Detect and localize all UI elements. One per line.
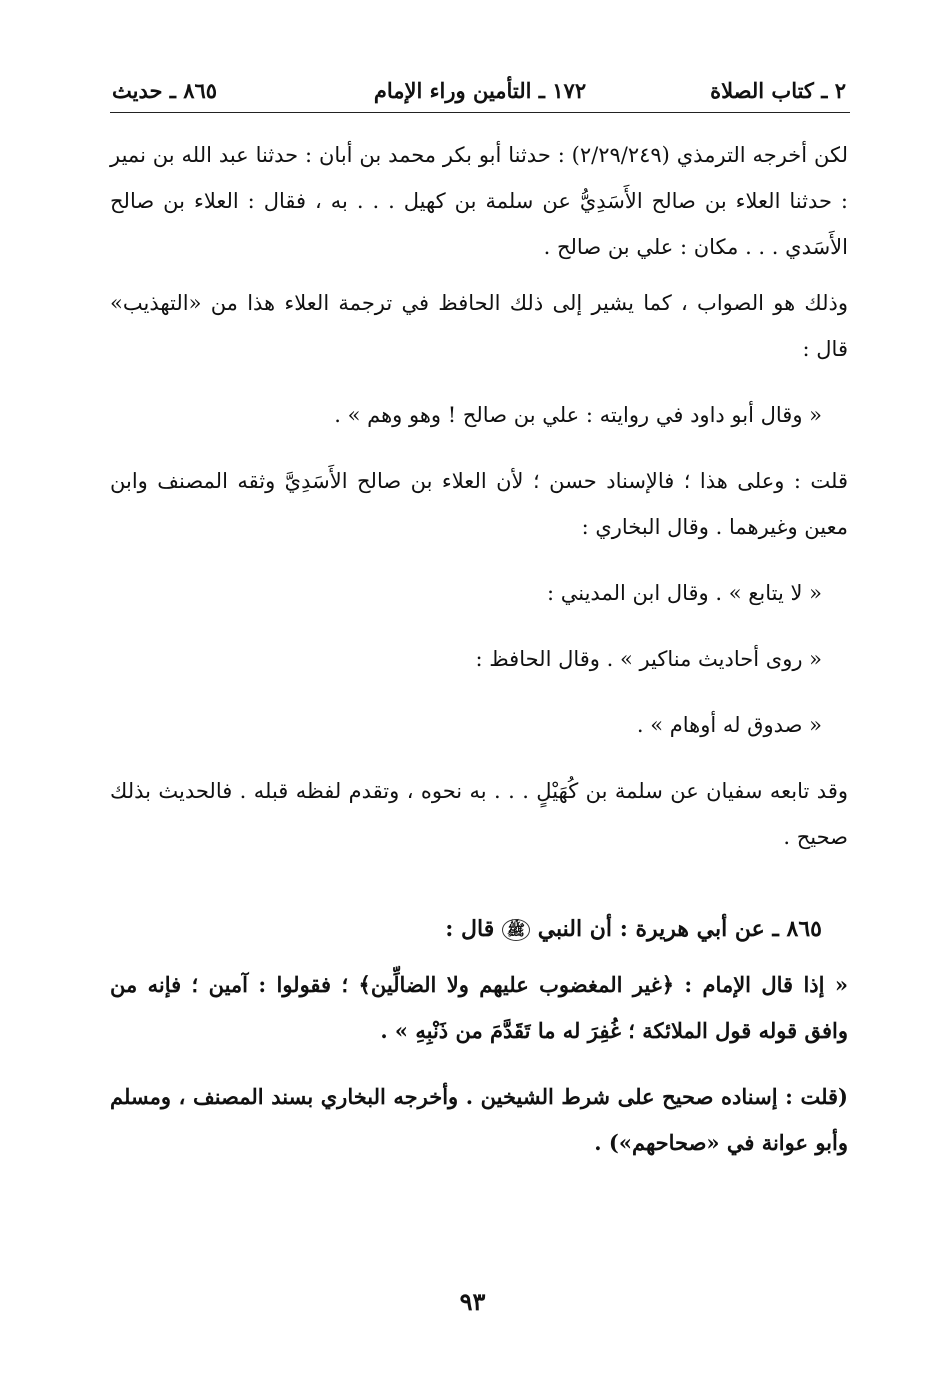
hadith-heading <box>110 906 848 952</box>
header-hadith-ref: ٨٦٥ ـ حديث <box>112 78 218 103</box>
salla-icon: ﷺ <box>502 919 530 941</box>
paragraph-sufyan-follow: وقد تابعه سفيان عن سلمة بن كُهَيْلٍ . . . به نحوه ، وتقدم لفظه قبله . فالحديث بذلك صحيح . <box>110 779 848 849</box>
hadith-intro: ٨٦٥ ـ عن أبي هريرة : أن النبي <box>537 916 822 942</box>
hadith-intro-end: قال : <box>445 916 495 942</box>
hadith-text: « إذا قال الإمام : ﴿غير المغضوب عليهم ولا الضالِّين﴾ ؛ فقولوا : آمين ؛ فإنه من وافق قوله قول الملائكة ؛ غُفِرَ له ما تَقَدَّمَ من ذَنْبِهِ » . <box>110 972 848 1043</box>
quote-abu-dawud: « وقال أبو داود في روايته : علي بن صالح ! وهو وهم » . <box>334 403 822 427</box>
paragraph-tirmidhi-source: لكن أخرجه الترمذي (٢/٢٩/٢٤٩) : حدثنا أبو بكر محمد بن أبان : حدثنا عبد الله بن نمير : حدثنا العلاء بن صالح الأَسَدِيُّ عن سلمة بن كهيل . . . به ، فقال : العلاء بن صالح الأَسَدي . . . مكان : علي بن صالح . <box>110 143 848 259</box>
hadith-verdict: (قلت : إسناده صحيح على شرط الشيخين . وأخرجه البخاري بسند المصنف ، ومسلم وأبو عوانة في «صحاحهم») . <box>110 1084 848 1155</box>
body-text <box>110 132 848 1166</box>
running-header <box>110 72 850 113</box>
page-number: ٩٣ <box>459 1287 486 1316</box>
quote-hafiz: « صدوق له أوهام » . <box>636 713 822 737</box>
header-book-title: ٢ ـ كتاب الصلاة <box>710 78 846 103</box>
header-chapter-title: ١٧٢ ـ التأمين وراء الإمام <box>373 78 587 103</box>
quote-bukhari: « لا يتابع » . وقال ابن المديني : <box>546 581 822 605</box>
paragraph-hafiz-tahdhib: وذلك هو الصواب ، كما يشير إلى ذلك الحافظ في ترجمة العلاء هذا من «التهذيب» قال : <box>110 291 848 361</box>
quote-ibn-madini: « روى أحاديث مناكير » . وقال الحافظ : <box>475 647 822 671</box>
paragraph-isnad-hasan: قلت : وعلى هذا ؛ فالإسناد حسن ؛ لأن العلاء بن صالح الأَسَدِيَّ وثقه المصنف وابن معين وغيرهما . وقال البخاري : <box>110 469 848 539</box>
